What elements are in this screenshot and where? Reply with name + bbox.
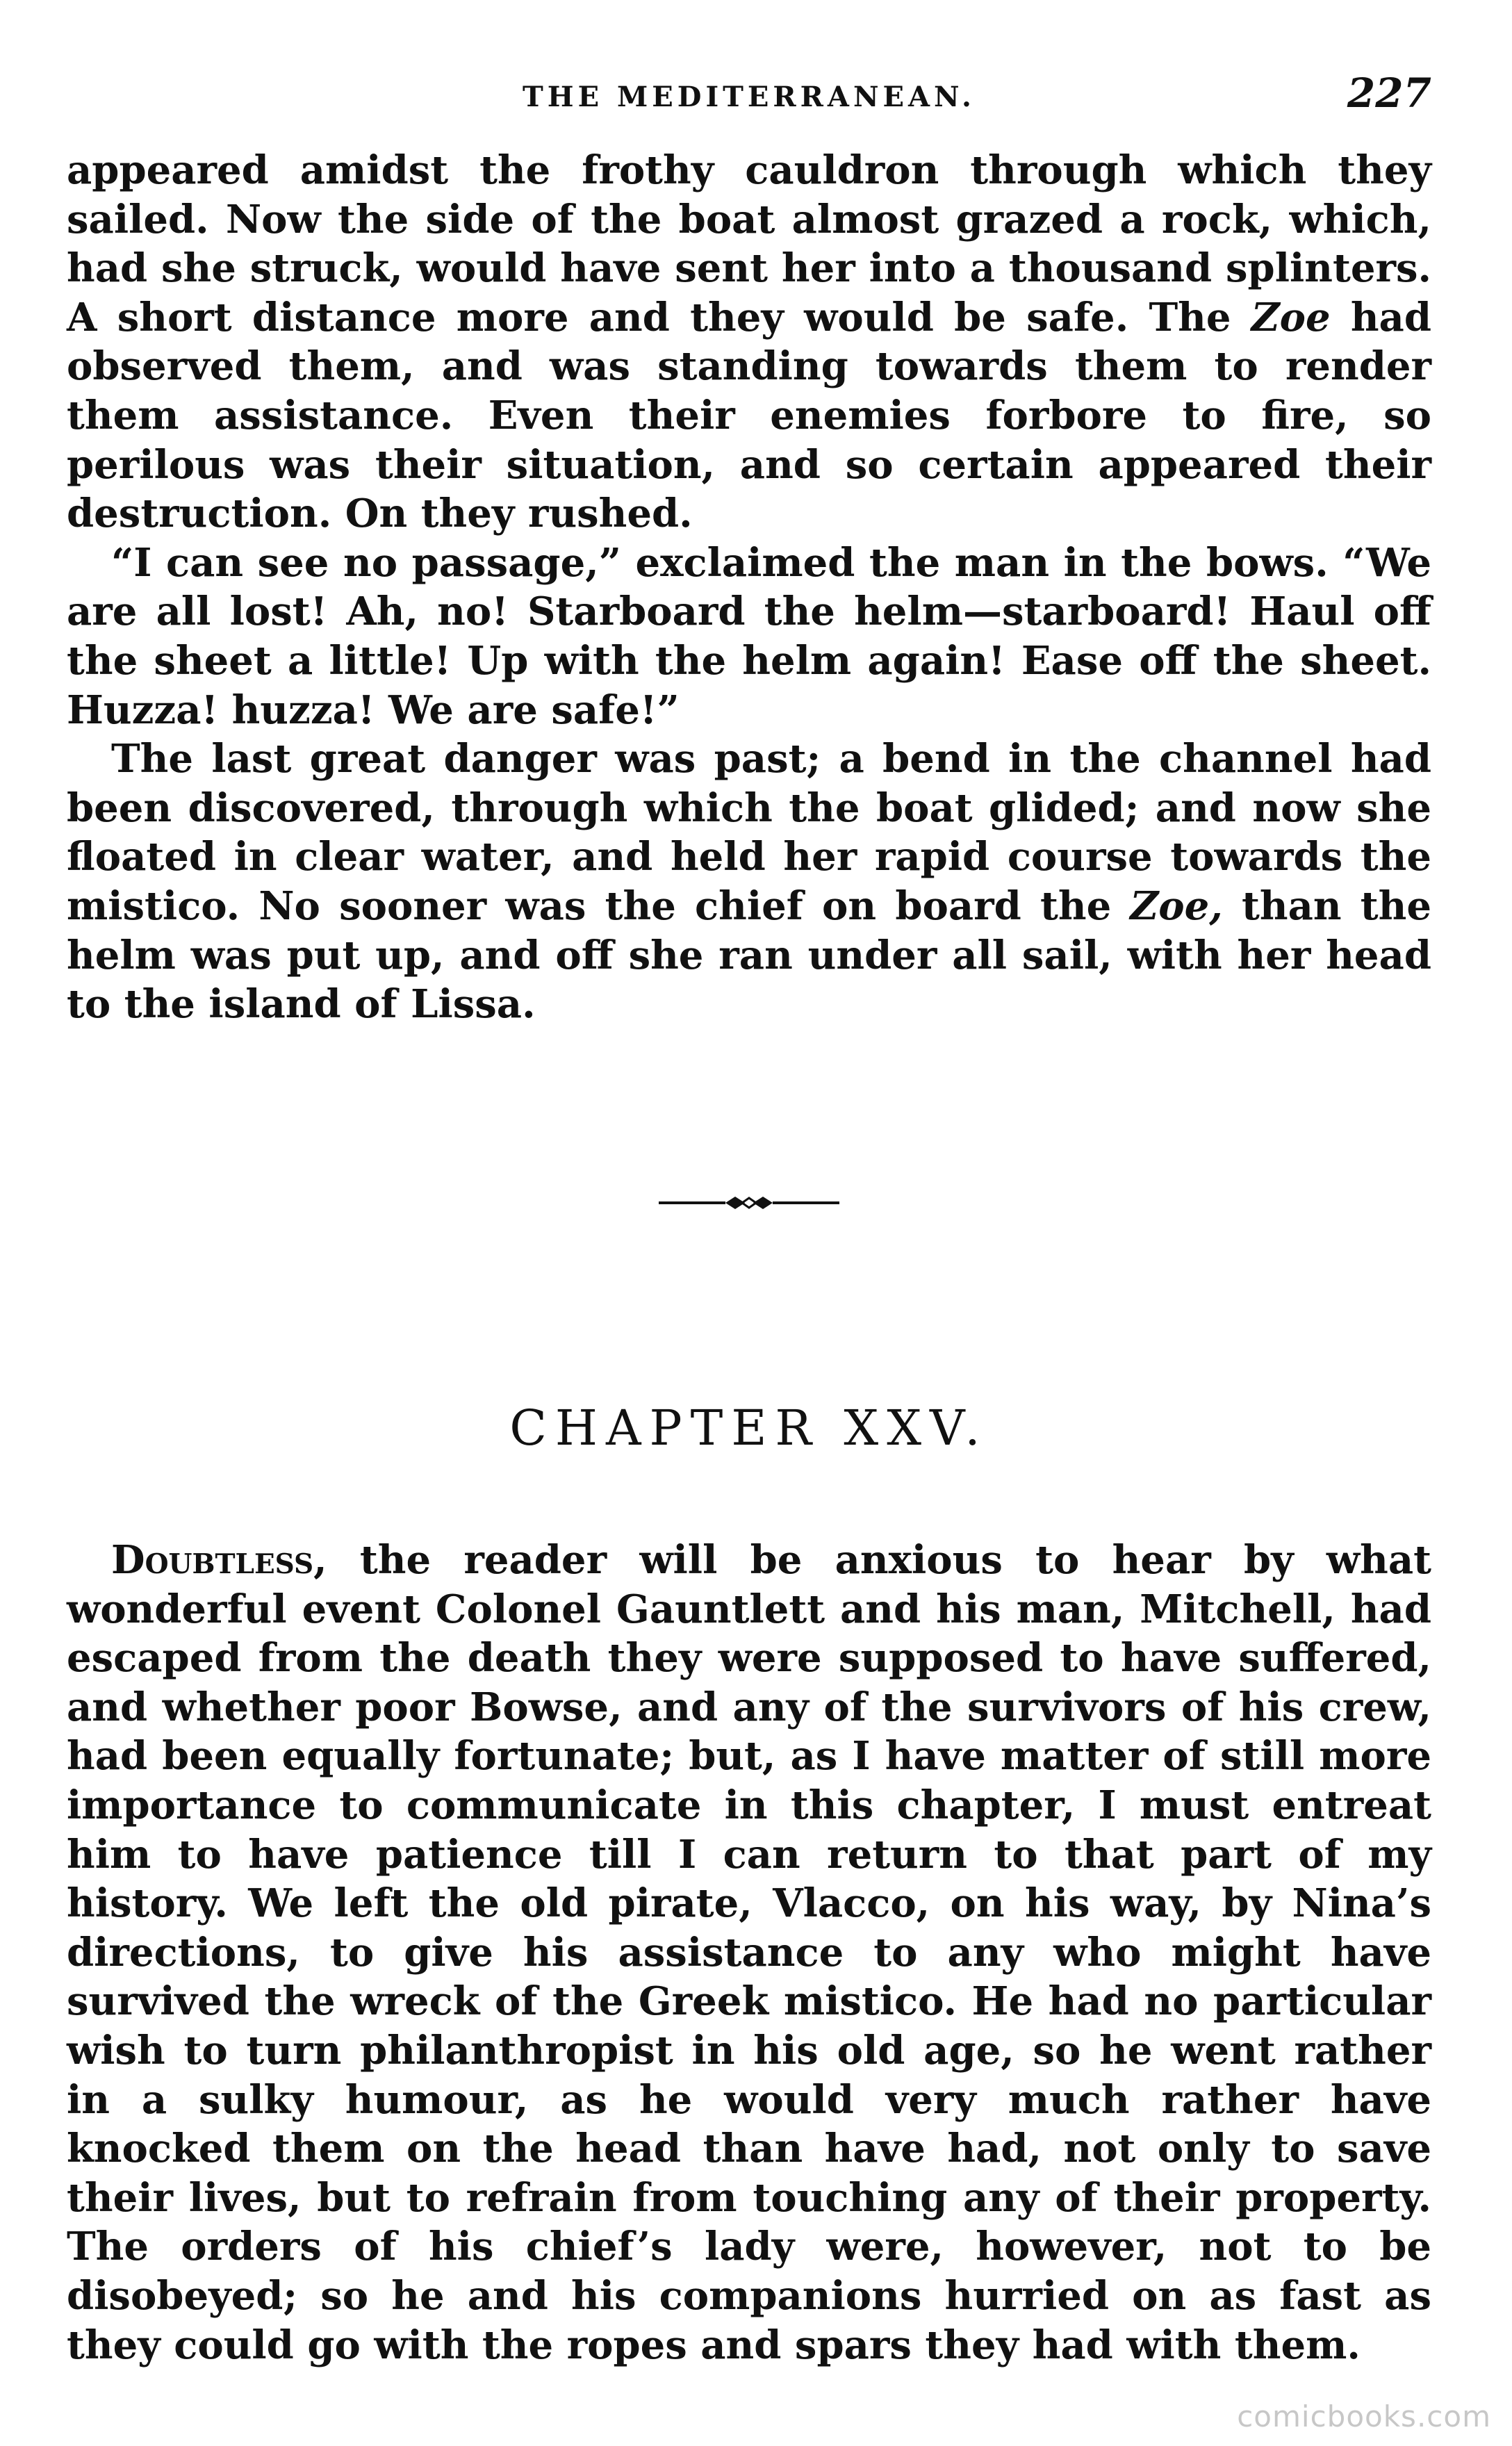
ship-name: Zoe, [1130,883,1223,929]
paragraph-text: appeared amidst the frothy cauldron through which they sailed. Now the side of the boat almost grazed a rock, which, had she struck, would have sent her into a thousand splinters. A short distance more and they would be safe. The [67,147,1431,340]
text-block-top [67,146,1431,1029]
paragraph-text: had observed them, and was standing towards them to render them assistance. Even their enemies forbore to fire, so perilous was their situation, and so certain appeared their destruction. On they rushed. [67,294,1431,537]
paragraph [67,539,1431,734]
paragraph [67,146,1431,539]
ship-name: Zoe [1251,294,1331,340]
watermark: comicbooks.com [1237,2399,1491,2433]
page-number: 227 [1347,69,1431,117]
paragraph-text: “I can see no passage,” exclaimed the man in the bows. “We are all lost! Ah, no! Starboard the helm—starboard! Haul off the sheet a little! Up with the helm again! Ease off the sheet. Huzza! huzza! We are safe!” [67,539,1431,733]
paragraph-text: than the helm was put up, and off she ran under all sail, with her head to the island of Lissa. [67,883,1431,1028]
paragraph-text: the reader will be anxious to hear by what wonderful event Colonel Gauntlett and his man, Mitchell, had escaped from the death they were supposed to have suffered, and whether poor Bowse, and any of the survivors of his crew, had been equally fortunate; but, as I have matter of still more importance to communicate in this chapter, I must entreat him to have patience till I can return to that part of my history. We left the old pirate, Vlacco, on his way, by Nina’s directions, to give his assistance to any who might have survived the wreck of the Greek mistico. He had no particular wish to turn philanthropist in his old age, so he went rather in a sulky humour, as he would very much rather have knocked them on the head than have had, not only to save their lives, but to refrain from touching any of their property. The orders of his chief’s lady were, however, not to be disobeyed; so he and his companions hurried on as fast as they could go with the ropes and spars they had with them. [67,1537,1431,2368]
running-title: THE MEDITERRANEAN. [523,81,976,113]
opening-word: Doubtless, [111,1537,327,1583]
chapter-title: CHAPTER XXV. [509,1400,989,1456]
running-head [67,69,1431,125]
paragraph [67,1536,1431,2370]
paragraph-text: The last great danger was past; a bend in the channel had been discovered, through which the boat glided; and now she floated in clear water, and held her rapid course towards the mistico. No sooner was the chief on board the [67,736,1431,929]
ornamental-rule-icon [659,1192,839,1213]
book-page [67,42,1431,2404]
paragraph [67,734,1431,1029]
text-block-bottom [67,1536,1431,2370]
